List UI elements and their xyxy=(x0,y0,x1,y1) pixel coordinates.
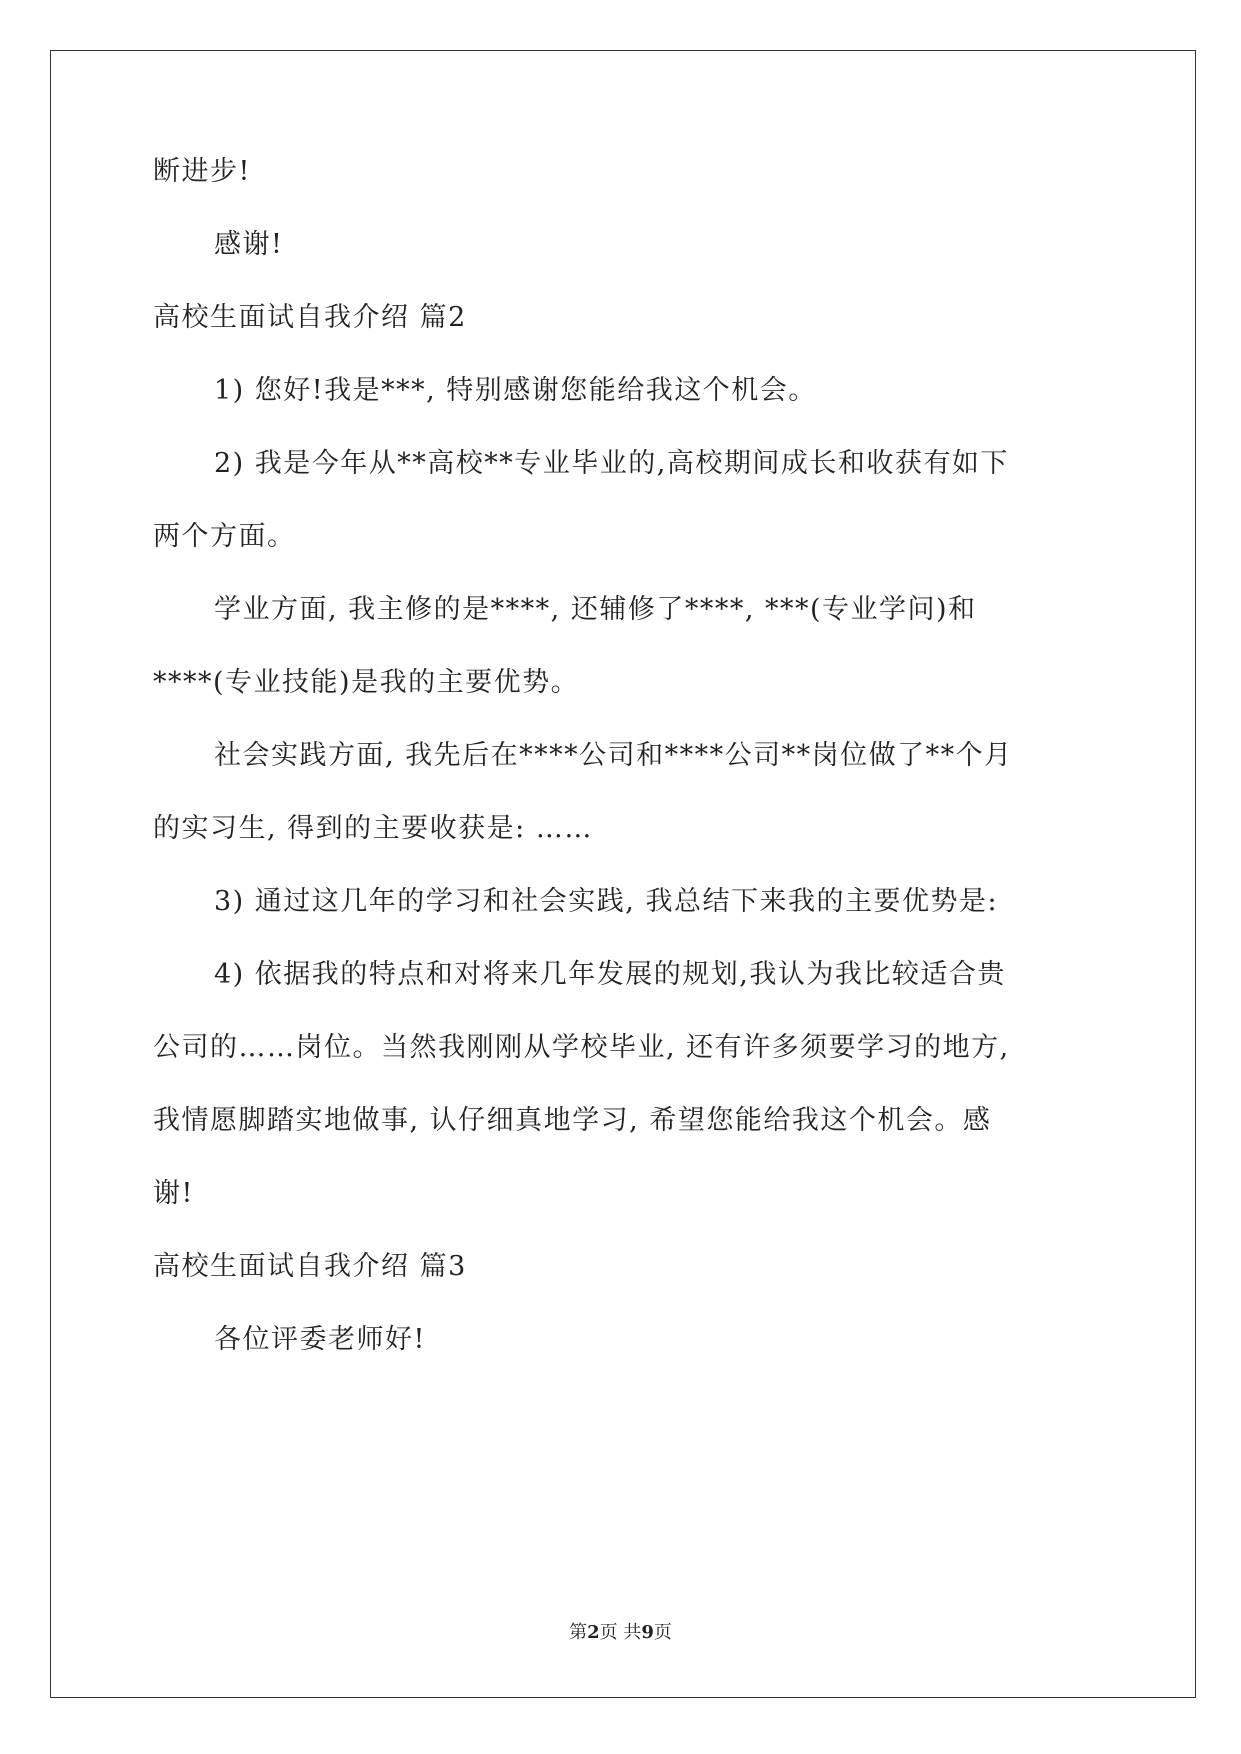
text-line: ****(专业技能)是我的主要优势。 xyxy=(153,667,580,698)
total-page-count: 9 xyxy=(641,1622,654,1643)
text-line: 3) 通过这几年的学习和社会实践, 我总结下来我的主要优势是: xyxy=(214,886,999,917)
text-line: 感谢! xyxy=(214,229,284,260)
text-line: 断进步! xyxy=(153,156,251,187)
current-page-number: 2 xyxy=(587,1622,600,1643)
section-heading: 高校生面试自我介绍 篇2 xyxy=(153,302,467,333)
footer-prefix: 第 xyxy=(569,1622,588,1643)
section-heading: 高校生面试自我介绍 篇3 xyxy=(153,1251,467,1282)
text-line: 学业方面, 我主修的是****, 还辅修了****, ***(专业学问)和 xyxy=(214,594,977,625)
text-line: 社会实践方面, 我先后在****公司和****公司**岗位做了**个月 xyxy=(214,740,1013,771)
page-border xyxy=(50,50,1196,1698)
text-line: 4) 依据我的特点和对将来几年发展的规划,我认为我比较适合贵 xyxy=(214,959,1006,990)
text-line: 2) 我是今年从**高校**专业毕业的,高校期间成长和收获有如下 xyxy=(214,448,1009,479)
text-line: 谢! xyxy=(153,1178,194,1209)
text-line: 各位评委老师好! xyxy=(214,1324,426,1355)
text-line: 我情愿脚踏实地做事, 认仔细真地学习, 希望您能给我这个机会。感 xyxy=(153,1105,992,1136)
text-line: 的实习生, 得到的主要收获是: …… xyxy=(153,813,593,844)
text-line: 公司的……岗位。当然我刚刚从学校毕业, 还有许多须要学习的地方, xyxy=(153,1032,1010,1063)
footer-suffix: 页 xyxy=(653,1622,672,1643)
text-line: 1) 您好!我是***, 特别感谢您能给我这个机会。 xyxy=(214,375,817,406)
footer-mid: 页 共 xyxy=(599,1622,642,1643)
page-footer xyxy=(0,1621,1241,1645)
text-line: 两个方面。 xyxy=(153,521,296,552)
